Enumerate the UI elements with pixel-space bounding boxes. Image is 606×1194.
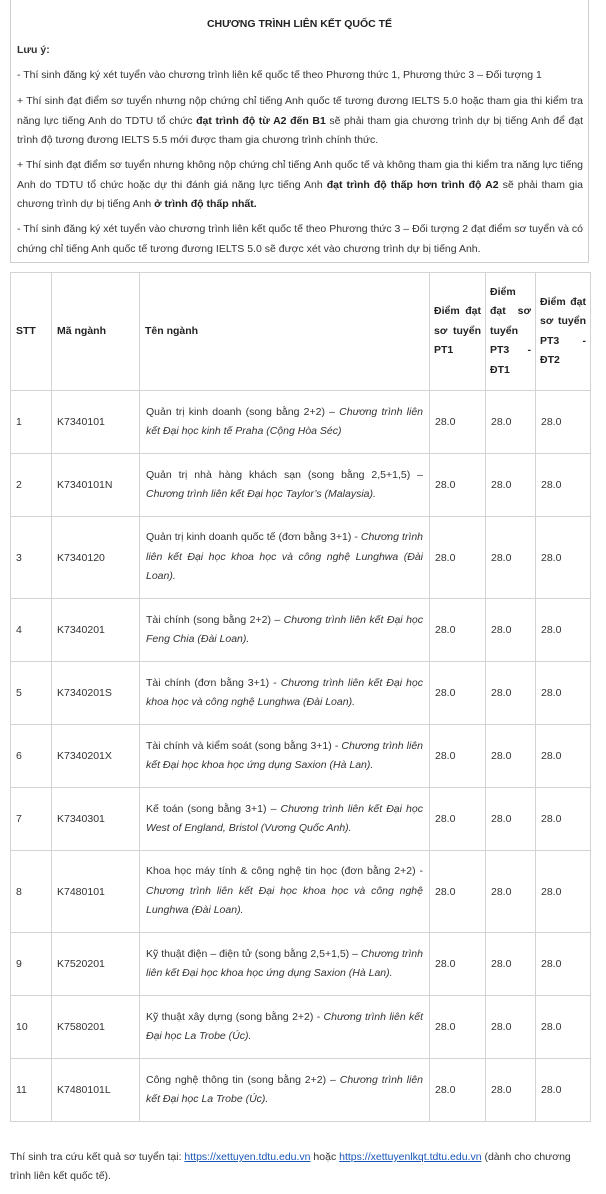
program-name: Quản trị kinh doanh quốc tế (đơn bằng 3+1) — [146, 531, 352, 544]
header-stt: STT — [11, 273, 52, 391]
notes-box — [10, 0, 589, 263]
program-separator: - — [269, 676, 281, 689]
section-title: CHƯƠNG TRÌNH LIÊN KẾT QUỐC TẾ — [206, 18, 393, 30]
cell-score-pt1: 28.0 — [430, 996, 486, 1059]
program-partner: Chương trình liên kết Đại học West of England, Bristol (Vương Quốc Anh). — [146, 802, 423, 834]
program-name: Công nghệ thông tin (song bằng 2+2) — [146, 1073, 327, 1086]
program-partner: Chương trình liên kết Đại học khoa học và công nghệ Lunghwa (Đài Loan). — [146, 676, 423, 708]
program-separator: – — [266, 802, 281, 815]
cell-score-pt3-dt1: 28.0 — [486, 662, 536, 725]
program-name: Quản trị nhà hàng khách sạn (song bằng 2,5+1,5) — [146, 468, 411, 481]
table-header-row — [11, 273, 591, 391]
note-text: sẽ phải tham gia chương trình dự bị tiếng Anh — [17, 178, 583, 210]
cell-score-pt1: 28.0 — [430, 788, 486, 851]
table-row — [11, 851, 591, 933]
header-name: Tên ngành — [140, 273, 430, 391]
program-partner: Chương trình liên kết Đại học khoa học ứng dụng Saxion (Hà Lan). — [146, 947, 423, 979]
cell-program-name — [140, 788, 430, 851]
cell-score-pt1: 28.0 — [430, 391, 486, 454]
cell-code: K7480101 — [52, 851, 140, 933]
note-text: + Thí sinh đạt điểm sơ tuyển nhưng không nộp chứng chỉ tiếng Anh quốc tế và không tham gia thi kiểm tra năng lực tiếng Anh do TDTU tổ chức hoặc dự thi đánh giá năng lực tiếng Anh — [17, 159, 583, 191]
cell-code: K7340120 — [52, 517, 140, 599]
cell-stt: 2 — [11, 454, 52, 517]
cell-score-pt1: 28.0 — [430, 599, 486, 662]
table-row — [11, 391, 591, 454]
cell-code: K7340201S — [52, 662, 140, 725]
note-text: sẽ phải tham gia chương trình dự bị tiếng Anh để đạt trình độ tương đương IELTS 5.5 mới được tham gia chương trình chính thức. — [17, 114, 583, 146]
program-partner: Chương trình liên kết Đại học kinh tế Praha (Cộng Hòa Séc) — [146, 405, 424, 437]
cell-stt: 5 — [11, 662, 52, 725]
cell-score-pt3-dt1: 28.0 — [486, 996, 536, 1059]
cell-score-pt3-dt1: 28.0 — [486, 517, 536, 599]
program-partner: Chương trình liên kết Đại học Feng Chia (Đài Loan). — [146, 613, 423, 645]
note-bold-text: đạt trình độ từ A2 đến B1 — [196, 114, 326, 127]
cell-program-name — [140, 662, 430, 725]
footer-note — [10, 1148, 592, 1186]
cell-code: K7340301 — [52, 788, 140, 851]
cell-program-name — [140, 599, 430, 662]
note-text: - Thí sinh đăng ký xét tuyển vào chương trình liên kế quốc tế theo Phương thức 1, Phương thức 3 – Đối tượng 1 — [17, 69, 542, 81]
program-partner: Chương trình liên kết Đại học khoa học và công nghệ Lunghwa (Đài Loan). — [146, 884, 423, 917]
program-separator: - — [313, 1010, 324, 1023]
cell-score-pt1: 28.0 — [430, 517, 486, 599]
cell-code: K7340101 — [52, 391, 140, 454]
cell-program-name — [140, 391, 430, 454]
cell-score-pt3-dt1: 28.0 — [486, 788, 536, 851]
header-pt1: Điểm đạt sơ tuyển PT1 — [430, 273, 486, 391]
note-text: - Thí sinh đăng ký xét tuyển vào chương trình liên kết quốc tế theo Phương thức 3 – Đối tượng 2 đạt điểm sơ tuyển và có chứng chỉ tiếng Anh quốc tế tương đương IELTS 5.0 sẽ được xét vào chương trình dự bị tiếng Anh. — [17, 223, 583, 255]
cell-score-pt3-dt2: 28.0 — [536, 851, 591, 933]
note-bold-text: ở trình độ thấp nhất. — [154, 198, 257, 210]
cell-score-pt3-dt2: 28.0 — [536, 454, 591, 517]
cell-score-pt3-dt2: 28.0 — [536, 1059, 591, 1122]
header-pt3-dt2: Điểm đạt sơ tuyển PT3 - ĐT2 — [536, 273, 591, 391]
note-label: Lưu ý: — [17, 44, 50, 56]
cell-score-pt3-dt1: 28.0 — [486, 454, 536, 517]
lookup-link-international[interactable]: https://xettuyenlkqt.tdtu.edu.vn — [339, 1151, 482, 1163]
lookup-link-main[interactable]: https://xettuyen.tdtu.edu.vn — [184, 1151, 311, 1163]
table-row — [11, 454, 591, 517]
footer-text: (dành cho chương trình liên kết quốc tế). — [10, 1151, 571, 1182]
footer-text: Thí sinh tra cứu kết quả sơ tuyển tại: — [10, 1151, 185, 1163]
cell-code: K7520201 — [52, 933, 140, 996]
program-separator: - — [351, 531, 361, 544]
program-name: Tài chính (song bằng 2+2) — [146, 613, 271, 626]
program-name: Tài chính và kiểm soát (song bằng 3+1) — [146, 739, 332, 752]
cell-code: K7480101L — [52, 1059, 140, 1122]
cell-stt: 8 — [11, 851, 52, 933]
table-row — [11, 725, 591, 788]
cell-code: K7340101N — [52, 454, 140, 517]
cell-score-pt3-dt2: 28.0 — [536, 662, 591, 725]
cell-stt: 9 — [11, 933, 52, 996]
cell-stt: 10 — [11, 996, 52, 1059]
cell-program-name — [140, 851, 430, 933]
cell-score-pt1: 28.0 — [430, 1059, 486, 1122]
cell-score-pt3-dt1: 28.0 — [486, 725, 536, 788]
cell-code: K7580201 — [52, 996, 140, 1059]
cell-program-name — [140, 996, 430, 1059]
program-partner: Chương trình liên kết Đại học La Trobe (Úc). — [146, 1073, 423, 1105]
cell-score-pt3-dt2: 28.0 — [536, 391, 591, 454]
program-separator: – — [349, 947, 361, 960]
cell-stt: 7 — [11, 788, 52, 851]
program-partner: Chương trình liên kết Đại học Taylor’s (Malaysia). — [146, 488, 376, 500]
program-name: Khoa học máy tính & công nghệ tin học (đơn bằng 2+2) — [146, 865, 416, 878]
table-row — [11, 599, 591, 662]
note-bold-text: đạt trình độ thấp hơn trình độ A2 — [326, 178, 499, 191]
table-row — [11, 1059, 591, 1122]
program-name: Kế toán (song bằng 3+1) — [146, 802, 267, 815]
note-text: + Thí sinh đạt điểm sơ tuyển nhưng nộp chứng chỉ tiếng Anh quốc tế tương đương IELTS 5.0 hoặc tham gia thi kiểm tra năng lực tiếng Anh do TDTU tổ chức — [17, 95, 583, 127]
table-row — [11, 996, 591, 1059]
program-name: Kỹ thuật điện – điện tử (song bằng 2,5+1,5) — [146, 947, 350, 960]
footer-text: hoặc — [310, 1151, 340, 1163]
header-pt3-dt1: Điểm đạt sơ tuyển PT3 - ĐT1 — [486, 273, 536, 391]
cell-stt: 11 — [11, 1059, 52, 1122]
cell-score-pt3-dt2: 28.0 — [536, 788, 591, 851]
cell-score-pt1: 28.0 — [430, 851, 486, 933]
cell-score-pt3-dt1: 28.0 — [486, 933, 536, 996]
programs-table — [10, 272, 591, 1122]
cell-score-pt3-dt1: 28.0 — [486, 851, 536, 933]
cell-stt: 1 — [11, 391, 52, 454]
cell-program-name — [140, 933, 430, 996]
program-separator: - — [415, 865, 423, 878]
table-row — [11, 517, 591, 599]
cell-code: K7340201 — [52, 599, 140, 662]
program-separator: – — [324, 405, 340, 418]
note-paragraph-1 — [17, 66, 583, 86]
program-separator: – — [326, 1073, 340, 1086]
cell-score-pt3-dt1: 28.0 — [486, 391, 536, 454]
table-row — [11, 788, 591, 851]
cell-score-pt3-dt2: 28.0 — [536, 725, 591, 788]
program-partner: Chương trình liên kết Đại học khoa học ứng dụng Saxion (Hà Lan). — [146, 739, 423, 771]
program-name: Tài chính (đơn bằng 3+1) — [146, 676, 270, 689]
table-row — [11, 933, 591, 996]
note-paragraph-2 — [17, 92, 583, 151]
cell-score-pt3-dt1: 28.0 — [486, 1059, 536, 1122]
cell-code: K7340201X — [52, 725, 140, 788]
cell-program-name — [140, 1059, 430, 1122]
cell-stt: 4 — [11, 599, 52, 662]
cell-program-name — [140, 517, 430, 599]
program-separator: - — [331, 739, 342, 752]
cell-score-pt1: 28.0 — [430, 662, 486, 725]
program-separator: – — [410, 468, 423, 481]
cell-score-pt1: 28.0 — [430, 454, 486, 517]
cell-program-name — [140, 454, 430, 517]
cell-score-pt3-dt1: 28.0 — [486, 599, 536, 662]
header-code: Mã ngành — [52, 273, 140, 391]
table-body — [11, 391, 591, 1122]
program-name: Kỹ thuật xây dựng (song bằng 2+2) — [146, 1010, 314, 1023]
cell-score-pt3-dt2: 28.0 — [536, 517, 591, 599]
table-row — [11, 662, 591, 725]
cell-score-pt1: 28.0 — [430, 933, 486, 996]
cell-stt: 3 — [11, 517, 52, 599]
note-paragraph-4 — [17, 220, 583, 259]
cell-score-pt3-dt2: 28.0 — [536, 996, 591, 1059]
program-partner: Chương trình liên kết Đại học La Trobe (Úc). — [146, 1010, 423, 1042]
cell-stt: 6 — [11, 725, 52, 788]
note-paragraph-3 — [17, 156, 583, 215]
program-partner: Chương trình liên kết Đại học khoa học và công nghệ Lunghwa (Đài Loan). — [146, 531, 424, 583]
cell-score-pt1: 28.0 — [430, 725, 486, 788]
cell-program-name — [140, 725, 430, 788]
program-name: Quản trị kinh doanh (song bằng 2+2) — [146, 405, 325, 418]
cell-score-pt3-dt2: 28.0 — [536, 933, 591, 996]
cell-score-pt3-dt2: 28.0 — [536, 599, 591, 662]
program-separator: – — [270, 613, 284, 626]
